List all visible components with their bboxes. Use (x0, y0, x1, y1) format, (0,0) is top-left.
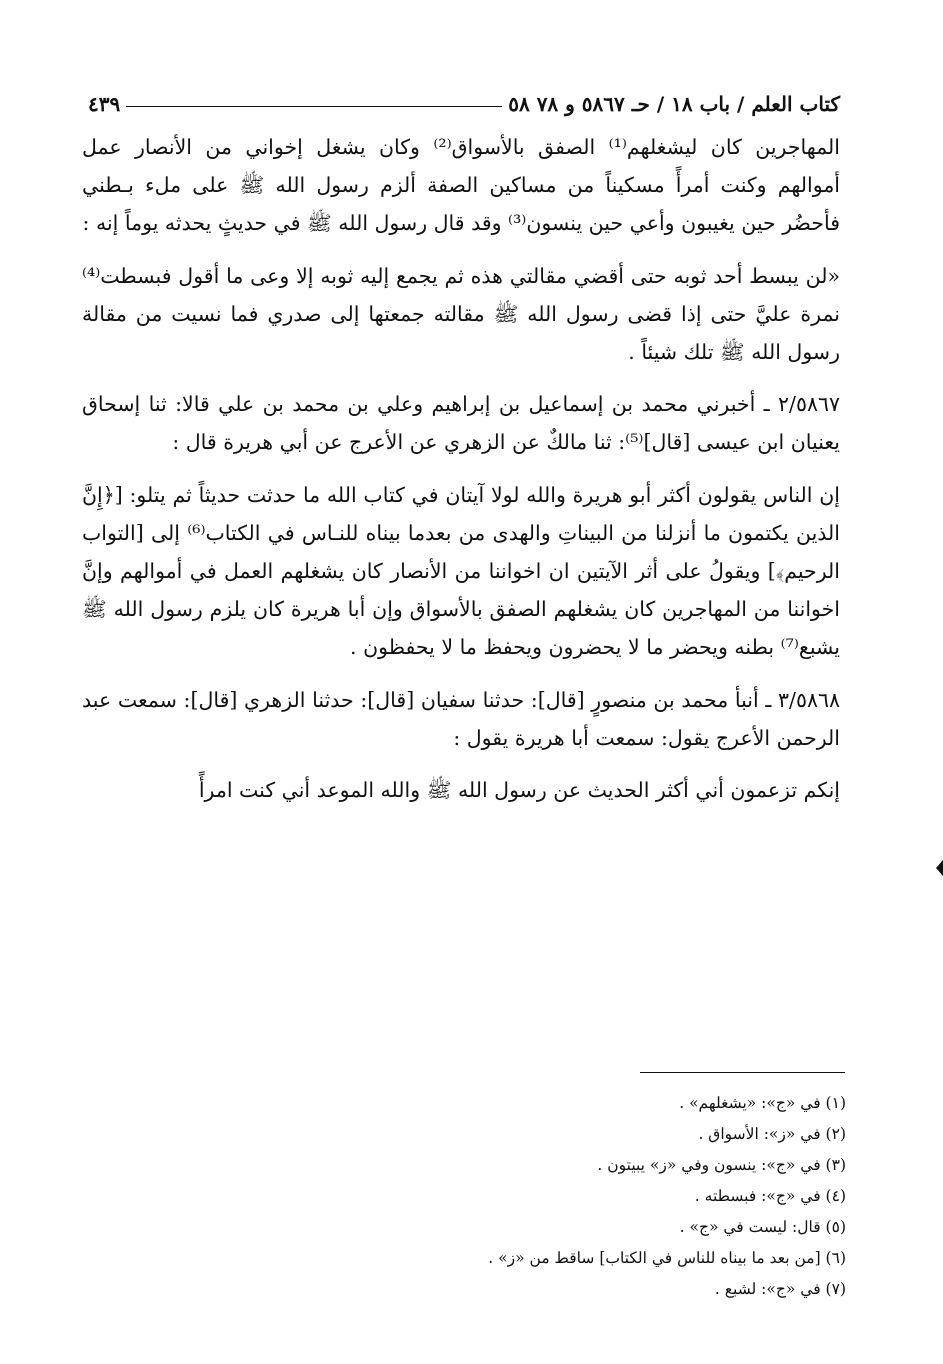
footnote: (١) في «ج»: «يشغلهم» . (679, 1094, 846, 1112)
footnotes (300, 1088, 846, 1305)
footnote: (٤) في «ج»: فبسطته . (694, 1187, 846, 1205)
header-rule (126, 106, 502, 107)
footnote-divider (640, 1072, 845, 1073)
running-header-title: كتاب العلم / باب ١٨ / حـ ٥٨٦٧ و ٧٨ ٥٨ (508, 92, 840, 116)
hadith-5867-isnad: ٢/٥٨٦٧ ـ أخبرني محمد بن إسماعيل بن إبراهيم وعلي بن محمد بن علي قالا: ثنا إسحاق يعنيان ابن عيسى [قال]⁽⁵⁾: ثنا مالكٌ عن الزهري عن الأعرج عن أبي هريرة قال : (82, 392, 840, 455)
footnote: (٧) في «ج»: لشبع . (714, 1280, 846, 1298)
footnote: (٢) في «ز»: الأسواق . (698, 1125, 846, 1143)
page-number: ٤٣٩ (88, 92, 121, 116)
margin-marker-icon (936, 860, 943, 876)
footnote: (٣) في «ج»: ينسون وفي «ز» يبيتون . (597, 1156, 846, 1174)
hadith-5868-matn: إنكم تزعمون أني أكثر الحديث عن رسول الله ﷺ والله الموعد أني كنت امرأً (198, 778, 840, 803)
paragraph: المهاجرين كان ليشغلهم⁽¹⁾ الصفق بالأسواق⁽²⁾ وكان يشغل إخواني من الأنصار عمل أموالهم وكنت أمرأً مسكيناً من مساكين الصفة ألزم رسول الله ﷺ على ملء بـطني فأحضُر حين يغيبون وأعي حين ينسون⁽³⁾ وقد قال رسول الله ﷺ في حديثٍ يحدثه يوماً إنه : (82, 135, 840, 236)
main-text (82, 128, 840, 823)
footnote: (٦) [من بعد ما بيناه للناس في الكتاب] ساقط من «ز» . (488, 1249, 846, 1267)
paragraph: «لن يبسط أحد ثوبه حتى أقضي مقالتي هذه ثم يجمع إليه ثوبه إلا وعى ما أقول فبسطت⁽⁴⁾ نمرة عليَّ حتى إذا قضى رسول الله ﷺ مقالته جمعتها إلى صدري فما نسيت من مقالة رسول الله ﷺ تلك شيئاً . (82, 263, 840, 365)
hadith-5868-isnad: ٣/٥٨٦٨ ـ أنبأ محمد بن منصورٍ [قال]: حدثنا سفيان [قال]: حدثنا الزهري [قال]: سمعت عبد الرحمن الأعرج يقول: سمعت أبا هريرة يقول : (82, 687, 840, 750)
footnote: (٥) قال: ليست في «ج» . (679, 1218, 846, 1236)
hadith-5867-matn: إن الناس يقولون أكثر أبو هريرة والله لولا آيتان في كتاب الله ما حدثت حديثاً ثم يتلو: [﴿إِنَّ الذين يكتمون ما أنزلنا من البيناتِ والهدى من بعدما بيناه للنـاس في الكتاب⁽⁶⁾ إلى [التواب الرحيم﴾] ويقولُ على أثر الآيتين ان اخواننا من الأنصار كان يشغلهم العمل في أموالهم وإنَّ اخواننا من المهاجرين كان يشغلهم الصفق بالأسواق وإن أبا هريرة كان يلزم رسول الله ﷺ يشبع⁽⁷⁾ بطنه ويحضر ما لا يحضرون ويحفظ ما لا يحفظون . (82, 482, 840, 660)
running-header (88, 82, 840, 116)
